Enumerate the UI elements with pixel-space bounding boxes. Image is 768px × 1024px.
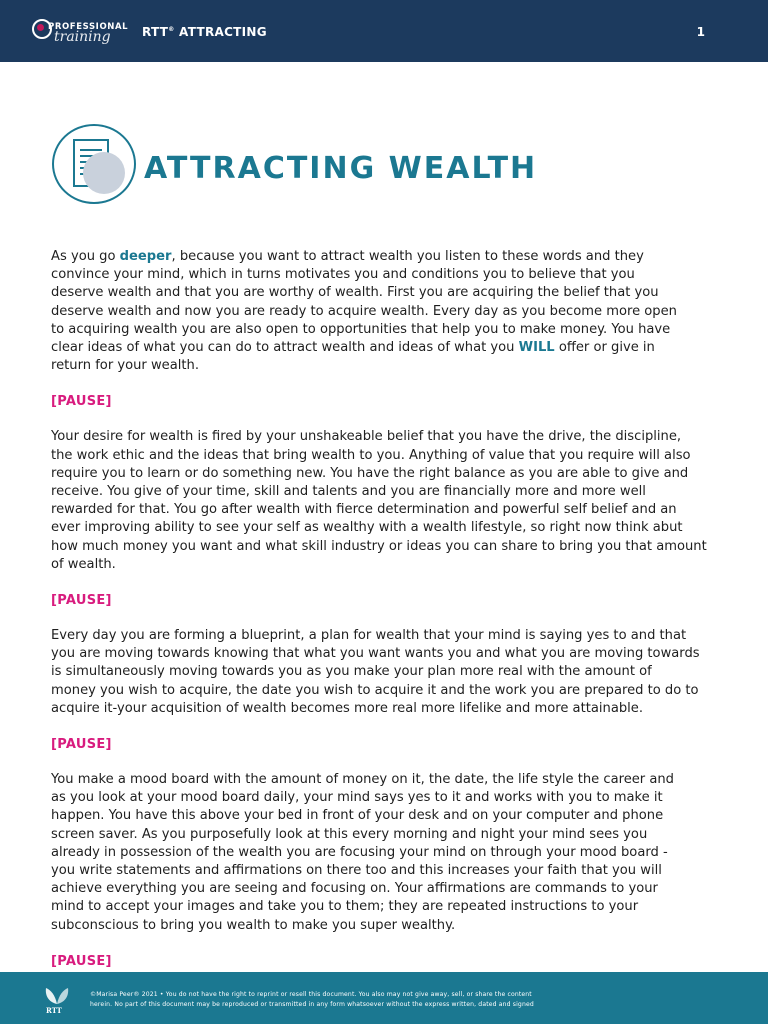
text-line: money you wish to acquire, the date you wish to acquire it and the work you are prepared to do to <box>51 682 699 698</box>
footer-logo <box>42 986 72 1018</box>
header-title <box>142 25 267 39</box>
text-line <box>51 339 741 357</box>
text-line: of wealth. <box>51 556 116 572</box>
text-line: receive. You give of your time, skill and talents and you are financially more and more well <box>51 484 646 500</box>
page-header <box>0 0 768 62</box>
document-icon <box>66 134 126 196</box>
header-title-suffix: ATTRACTING <box>174 25 267 39</box>
text-line: Every day you are forming a blueprint, a plan for wealth that your mind is saying yes to and that <box>51 628 687 644</box>
text-line: to acquiring wealth you are also open to opportunities that help you to make money. You have <box>51 321 671 337</box>
text-line: you write statements and affirmations on there too and this increases your faith that you will <box>51 863 662 879</box>
text-line: the work ethic and the ideas that bring wealth to you. Anything of value that you require will also <box>51 447 691 463</box>
text-line: screen saver. As you purposefully look at this every morning and night your mind sees you <box>51 826 648 842</box>
page-number: 1 <box>696 25 705 39</box>
text-line: return for your wealth. <box>51 358 199 374</box>
text-line <box>51 248 741 266</box>
text-line: happen. You have this above your bed in front of your desk and on your computer and phone <box>51 808 664 824</box>
text-line: you are moving towards knowing that what you want wants you and what you are moving towards <box>51 646 700 662</box>
highlight-will: WILL <box>518 340 555 356</box>
leaf-icon <box>42 986 72 1006</box>
text-line: Your desire for wealth is fired by your unshakeable belief that you have the drive, the discipline, <box>51 429 682 445</box>
registered-mark: ® <box>168 26 175 33</box>
pause-marker: [PAUSE] <box>51 593 112 609</box>
brand-line-1: PROFESSIONAL <box>48 22 129 32</box>
highlight-deeper: deeper <box>119 249 172 264</box>
copyright-notice <box>90 990 730 1009</box>
brand-line-2: training <box>54 29 111 45</box>
text-line: ever improving ability to see your self as wealthy with a wealth lifestyle, so right now think abut <box>51 520 683 536</box>
text-line: achieve everything you are seeing and focusing on. Your affirmations are commands to your <box>51 881 658 897</box>
text-line: subconscious to bring you wealth to make you super wealthy. <box>51 917 456 933</box>
pause-marker: [PAUSE] <box>51 394 112 410</box>
paragraph-3 <box>51 627 741 718</box>
text-segment: As you go <box>51 249 120 264</box>
text-line: deserve wealth and now you are ready to acquire wealth. Every day as you become more open <box>51 303 677 319</box>
brand-logo <box>30 17 130 47</box>
pause-marker: [PAUSE] <box>51 737 112 753</box>
copyright-line: ©Marisa Peer® 2021 • You do not have the right to reprint or resell this document. You also may not give away, sell, or share the content <box>90 991 532 998</box>
paragraph-1 <box>51 248 741 375</box>
paragraph-2 <box>51 428 741 574</box>
text-line: acquire it-your acquisition of wealth becomes more real more lifelike and more attainable. <box>51 700 644 716</box>
text-segment: offer or give in <box>554 340 655 356</box>
text-line: rewarded for that. You go after wealth with fierce determination and powerful self belief and an <box>51 502 677 518</box>
page-footer <box>0 972 768 1024</box>
footer-logo-text: RTT <box>46 1006 62 1015</box>
text-line: mind to accept your images and take you to them; they are repeated instructions to your <box>51 899 639 915</box>
text-line: require you to learn or do something new. You have the right balance as you are able to give and <box>51 465 689 481</box>
text-line: convince your mind, which in turns motivates you and conditions you to believe that you <box>51 267 635 283</box>
document-icon-badge <box>52 124 136 204</box>
document-body <box>51 248 741 971</box>
page-title: ATTRACTING WEALTH <box>144 151 538 186</box>
text-line: You make a mood board with the amount of money on it, the date, the life style the career and <box>51 772 674 788</box>
copyright-line: herein. No part of this document may be reproduced or transmitted in any form whatsoever without the express written, dated and signed <box>90 1000 534 1008</box>
text-line: how much money you want and what skill industry or ideas you can share to bring you that amount <box>51 538 707 554</box>
text-line: deserve wealth and that you are worthy of wealth. First you are acquiring the belief that you <box>51 285 659 301</box>
text-line: as you look at your mood board daily, your mind says yes to it and works with you to make it <box>51 790 663 806</box>
text-line: is simultaneously moving towards you as you make your plan more real with the amount of <box>51 664 652 680</box>
text-segment: clear ideas of what you can do to attract wealth and ideas of what you <box>51 340 519 356</box>
pause-marker: [PAUSE] <box>51 953 112 969</box>
paragraph-4 <box>51 771 741 935</box>
header-title-prefix: RTT <box>142 25 169 39</box>
text-line: already in possession of the wealth you are focusing your mind on through your mood board - <box>51 844 668 860</box>
text-segment: , because you want to attract wealth you listen to these words and they <box>171 249 644 264</box>
